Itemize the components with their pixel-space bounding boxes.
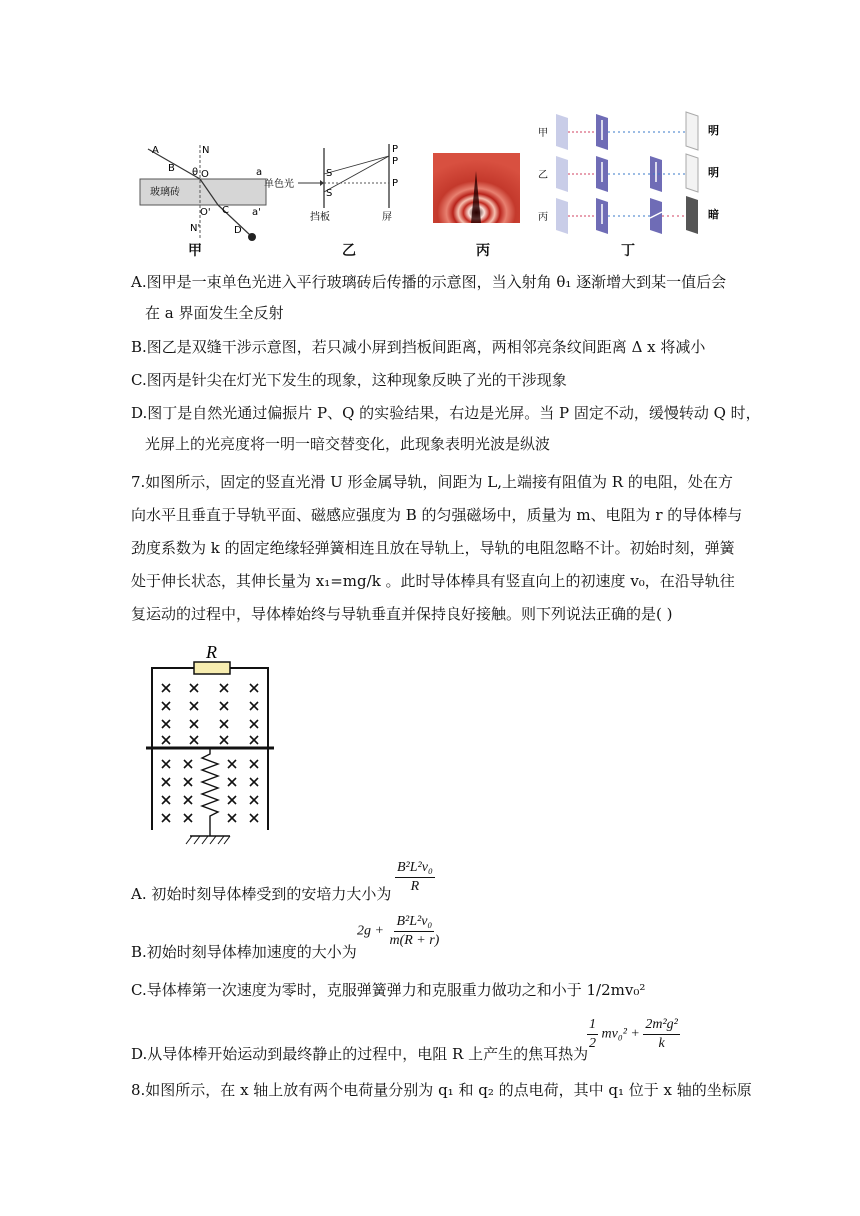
- caption-bing: 丙: [476, 243, 490, 259]
- caption-yi: 乙: [342, 243, 356, 259]
- q7-option-b: B.初始时刻导体棒加速度的大小为: [131, 943, 357, 961]
- label-p0: P: [392, 178, 399, 189]
- label-glass: 玻璃砖: [150, 187, 180, 198]
- label-a-interface: a: [256, 167, 263, 178]
- label-p2: P: [392, 156, 399, 167]
- label-o: O: [201, 169, 209, 180]
- formula-b-num: B²L²v₀: [394, 913, 434, 932]
- formula-d-mid: mv₀² +: [601, 1026, 640, 1042]
- caption-ding: 丁: [621, 243, 635, 259]
- q7-option-a: A. 初始时刻导体棒受到的安培力大小为: [131, 885, 392, 903]
- formula-a: [395, 859, 435, 896]
- formula-b-den: m(R + r): [389, 933, 440, 948]
- formula-d: [587, 1016, 680, 1053]
- ding-label-bing: 丙: [538, 212, 548, 223]
- ding-row-1: [538, 112, 719, 150]
- label-s2: S: [326, 188, 333, 199]
- label-s1: S: [326, 168, 333, 179]
- q6-option-a-cont: 在 a 界面发生全反射: [145, 304, 284, 322]
- figure-ding: [538, 110, 723, 240]
- q7-stem-2: 向水平且垂直于导轨平面、磁感应强度为 B 的匀强磁场中，质量为 m、电阻为 r 的导体棒与: [131, 506, 743, 524]
- q6-option-a: A.图甲是一束单色光进入平行玻璃砖后传播的示意图，当入射角 θ₁ 逐渐增大到某一值后会: [131, 273, 727, 291]
- figure-bing: [433, 153, 520, 223]
- q7-stem-3: 劲度系数为 k 的固定绝缘轻弹簧相连且放在导轨上，导轨的电阻忽略不计。初始时刻，弹簧: [131, 539, 735, 557]
- label-a-prime: a': [252, 207, 261, 218]
- formula-d-d1: 2: [589, 1036, 596, 1051]
- ding-label-yi: 乙: [538, 170, 548, 181]
- q8-stem-1: 8.如图所示，在 x 轴上放有两个电荷量分别为 q₁ 和 q₂ 的点电荷，其中 q₁ 位于 x 轴的坐标原: [131, 1081, 752, 1099]
- resistor: [194, 662, 230, 674]
- ding-result-2: 明: [708, 166, 719, 179]
- ding-row-2: [538, 154, 719, 192]
- formula-d-n1: 1: [587, 1016, 598, 1035]
- ding-result-1: 明: [708, 124, 719, 137]
- formula-d-d2: k: [658, 1036, 665, 1051]
- spring: [202, 748, 218, 836]
- figure-q7-rail: [140, 640, 280, 855]
- caption-jia: 甲: [188, 243, 202, 259]
- label-n: N: [202, 145, 210, 156]
- label-b-point: B: [168, 163, 175, 174]
- formula-a-num: B²L²v₀: [395, 859, 435, 878]
- q6-option-c: C.图丙是针尖在灯光下发生的现象，这种现象反映了光的干涉现象: [131, 371, 567, 389]
- q7-stem-5: 复运动的过程中，导体棒始终与导轨垂直并保持良好接触。则下列说法正确的是( ): [131, 605, 673, 623]
- label-p1: P: [392, 144, 399, 155]
- label-n-prime: N': [190, 223, 201, 234]
- q7-option-d: D.从导体棒开始运动到最终静止的过程中，电阻 R 上产生的焦耳热为: [131, 1045, 589, 1063]
- formula-b: [357, 913, 441, 950]
- ding-result-3: 暗: [708, 208, 719, 221]
- ding-label-jia: 甲: [538, 128, 548, 139]
- label-light: 单色光: [264, 179, 294, 190]
- label-barrier: 挡板: [310, 212, 330, 223]
- resistor-label: R: [206, 642, 217, 662]
- figure-jia: [138, 135, 268, 245]
- label-screen: 屏: [382, 212, 392, 223]
- figure-yi: [264, 140, 414, 225]
- formula-a-den: R: [410, 879, 420, 894]
- q7-stem-1: 7.如图所示，固定的竖直光滑 U 形金属导轨，间距为 L,上端接有阻值为 R 的电阻，处在方: [131, 473, 733, 491]
- label-o-prime: O': [200, 207, 211, 218]
- label-d: D: [234, 225, 242, 236]
- q7-option-c: C.导体棒第一次速度为零时，克服弹簧弹力和克服重力做功之和小于 1/2mv₀²: [131, 981, 646, 999]
- formula-d-n2: 2m²g²: [643, 1016, 680, 1035]
- label-theta: θ: [192, 167, 199, 178]
- q7-stem-4: 处于伸长状态，其伸长量为 x₁=mg/k 。此时导体棒具有竖直向上的初速度 v₀，在沿导轨往: [131, 572, 735, 590]
- q6-option-b: B.图乙是双缝干涉示意图，若只减小屏到挡板间距离，两相邻亮条纹间距离 Δ x 将减小: [131, 338, 706, 356]
- q6-option-d-cont: 光屏上的光亮度将一明一暗交替变化，此现象表明光波是纵波: [145, 435, 551, 453]
- label-c: C: [222, 205, 229, 216]
- ding-row-3: [538, 196, 719, 234]
- q6-option-d: D.图丁是自然光通过偏振片 P、Q 的实验结果，右边是光屏。当 P 固定不动，缓慢转动 Q 时，: [131, 404, 761, 422]
- formula-b-pre: 2g +: [357, 923, 384, 939]
- label-a-point: A: [152, 145, 159, 156]
